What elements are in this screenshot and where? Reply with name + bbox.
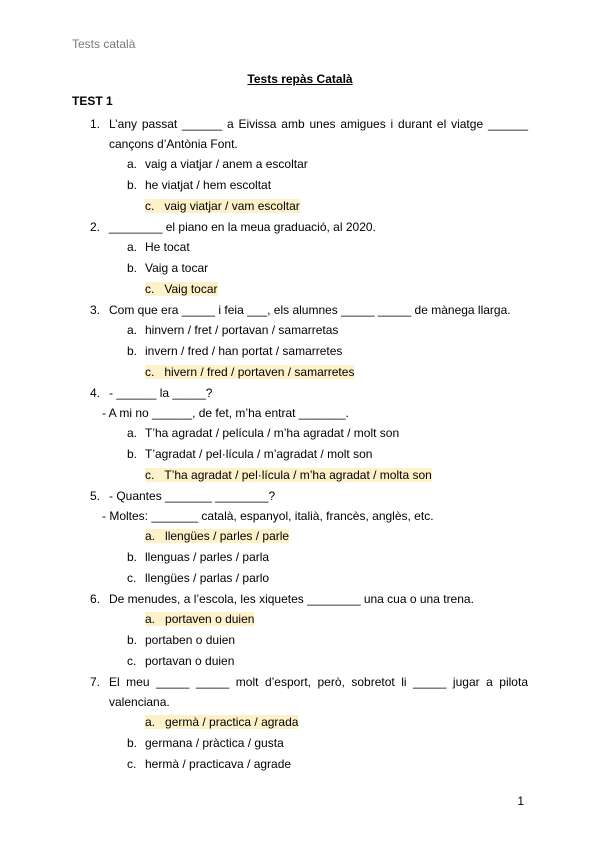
option-list <box>127 712 528 775</box>
option-text: Vaig tocar <box>164 282 218 296</box>
option-list <box>127 526 528 589</box>
question-stem: ________ el piano en la meua graduació, al 2020. <box>109 220 376 234</box>
option-letter: c. <box>127 757 137 771</box>
option-text: vaig viatjar / vam escoltar <box>164 199 300 213</box>
option-letter: b. <box>127 736 138 750</box>
option-text: llengües / parles / parle <box>165 529 290 543</box>
option-text: He tocat <box>145 240 190 254</box>
highlighted-answer <box>145 282 218 296</box>
option-letter: c. <box>145 199 155 213</box>
option-b <box>127 733 528 754</box>
option-letter: a. <box>127 157 138 171</box>
option-letter: c. <box>127 571 137 585</box>
test-heading: TEST 1 <box>72 94 113 108</box>
option-b <box>127 175 528 196</box>
question-number: 4. <box>90 386 101 400</box>
option-list <box>127 154 528 217</box>
question-1 <box>72 114 528 217</box>
option-text: llengües / parlas / parlo <box>145 571 270 585</box>
question-stem: El meu _____ _____ molt d’esport, però, sobretot li _____ jugar a pilota valenciana. <box>109 675 528 709</box>
option-letter: c. <box>145 365 155 379</box>
page-header: Tests català <box>72 37 136 51</box>
question-stem: - ______ la _____? <box>109 386 213 400</box>
option-text: portaben o duien <box>145 633 236 647</box>
option-text: hinvern / fret / portavan / samarretas <box>145 323 339 337</box>
option-text: he viatjat / hem escoltat <box>145 178 272 192</box>
option-text: T’ha agradat / pel·lícula / m’ha agradat / molta son <box>164 468 432 482</box>
question-6 <box>72 589 528 672</box>
option-text: germana / pràctica / gusta <box>145 736 284 750</box>
question-3 <box>72 300 528 383</box>
option-c-highlighted <box>127 362 528 383</box>
page-number: 1 <box>517 794 524 808</box>
question-number: 7. <box>90 675 101 689</box>
option-letter: b. <box>127 178 138 192</box>
option-a-highlighted <box>127 712 528 733</box>
question-stem: De menudes, a l’escola, les xiquetes ________ una cua o una trena. <box>109 592 474 606</box>
document-title: Tests repàs Català <box>247 72 353 86</box>
option-text: portavan o duien <box>145 654 235 668</box>
option-c <box>127 754 528 775</box>
question-2 <box>72 217 528 300</box>
question-number: 2. <box>90 220 101 234</box>
question-number: 3. <box>90 303 101 317</box>
option-b <box>127 341 528 362</box>
question-number: 6. <box>90 592 101 606</box>
highlighted-answer <box>145 468 432 482</box>
option-letter: c. <box>127 654 137 668</box>
option-text: germà / practica / agrada <box>165 715 299 729</box>
question-number: 5. <box>90 489 101 503</box>
highlighted-answer <box>145 529 289 543</box>
highlighted-answer <box>145 199 300 213</box>
option-a-highlighted <box>127 609 528 630</box>
option-c <box>127 568 528 589</box>
option-list <box>127 237 528 300</box>
option-text: Vaig a tocar <box>145 261 209 275</box>
option-b <box>127 547 528 568</box>
option-a <box>127 320 528 341</box>
option-c-highlighted <box>127 279 528 300</box>
option-b <box>127 630 528 651</box>
question-5 <box>72 486 528 589</box>
option-b <box>127 444 528 465</box>
option-letter: c. <box>145 282 155 296</box>
option-letter: a. <box>145 612 156 626</box>
highlighted-answer <box>145 365 354 379</box>
option-text: T’agradat / pel·lícula / m’agradat / molt son <box>145 447 373 461</box>
option-text: portaven o duien <box>165 612 255 626</box>
option-letter: b. <box>127 261 138 275</box>
option-letter: a. <box>127 426 138 440</box>
option-a <box>127 423 528 444</box>
option-letter: a. <box>127 323 138 337</box>
question-stem: Com que era _____ i feia ___, els alumnes _____ _____ de mànega llarga. <box>109 303 511 317</box>
question-stem: - Quantes _______ ________? <box>109 489 276 503</box>
option-a-highlighted <box>127 526 528 547</box>
option-a <box>127 154 528 175</box>
option-letter: b. <box>127 550 138 564</box>
highlighted-answer <box>145 612 254 626</box>
option-text: llenguas / parles / parla <box>145 550 270 564</box>
question-stem-line-2: - A mi no ______, de fet, m’ha entrat _______. <box>102 406 349 420</box>
option-text: invern / fred / han portat / samarretes <box>145 344 343 358</box>
option-a <box>127 237 528 258</box>
option-b <box>127 258 528 279</box>
option-list <box>127 320 528 383</box>
option-list <box>127 423 528 486</box>
option-c <box>127 651 528 672</box>
highlighted-answer <box>145 715 298 729</box>
question-stem-line-2: - Moltes: _______ català, espanyol, italià, francès, anglès, etc. <box>102 509 434 523</box>
option-letter: b. <box>127 633 138 647</box>
question-number: 1. <box>90 117 101 131</box>
question-4 <box>72 383 528 486</box>
option-c-highlighted <box>127 196 528 217</box>
option-c-highlighted <box>127 465 528 486</box>
option-letter: a. <box>145 529 156 543</box>
option-letter: a. <box>127 240 138 254</box>
option-letter: b. <box>127 344 138 358</box>
option-letter: b. <box>127 447 138 461</box>
option-text: vaig a viatjar / anem a escoltar <box>145 157 308 171</box>
question-list <box>72 114 528 775</box>
option-text: hivern / fred / portaven / samarretes <box>164 365 355 379</box>
question-stem: L’any passat ______ a Eivissa amb unes amigues i durant el viatge ______ cançons d’Antònia Font. <box>109 117 528 151</box>
option-text: T’ha agradat / película / m’ha agradat / molt son <box>145 426 400 440</box>
question-7 <box>72 672 528 775</box>
option-letter: c. <box>145 468 155 482</box>
option-letter: a. <box>145 715 156 729</box>
option-list <box>127 609 528 672</box>
option-text: hermà / practicava / agrade <box>145 757 292 771</box>
